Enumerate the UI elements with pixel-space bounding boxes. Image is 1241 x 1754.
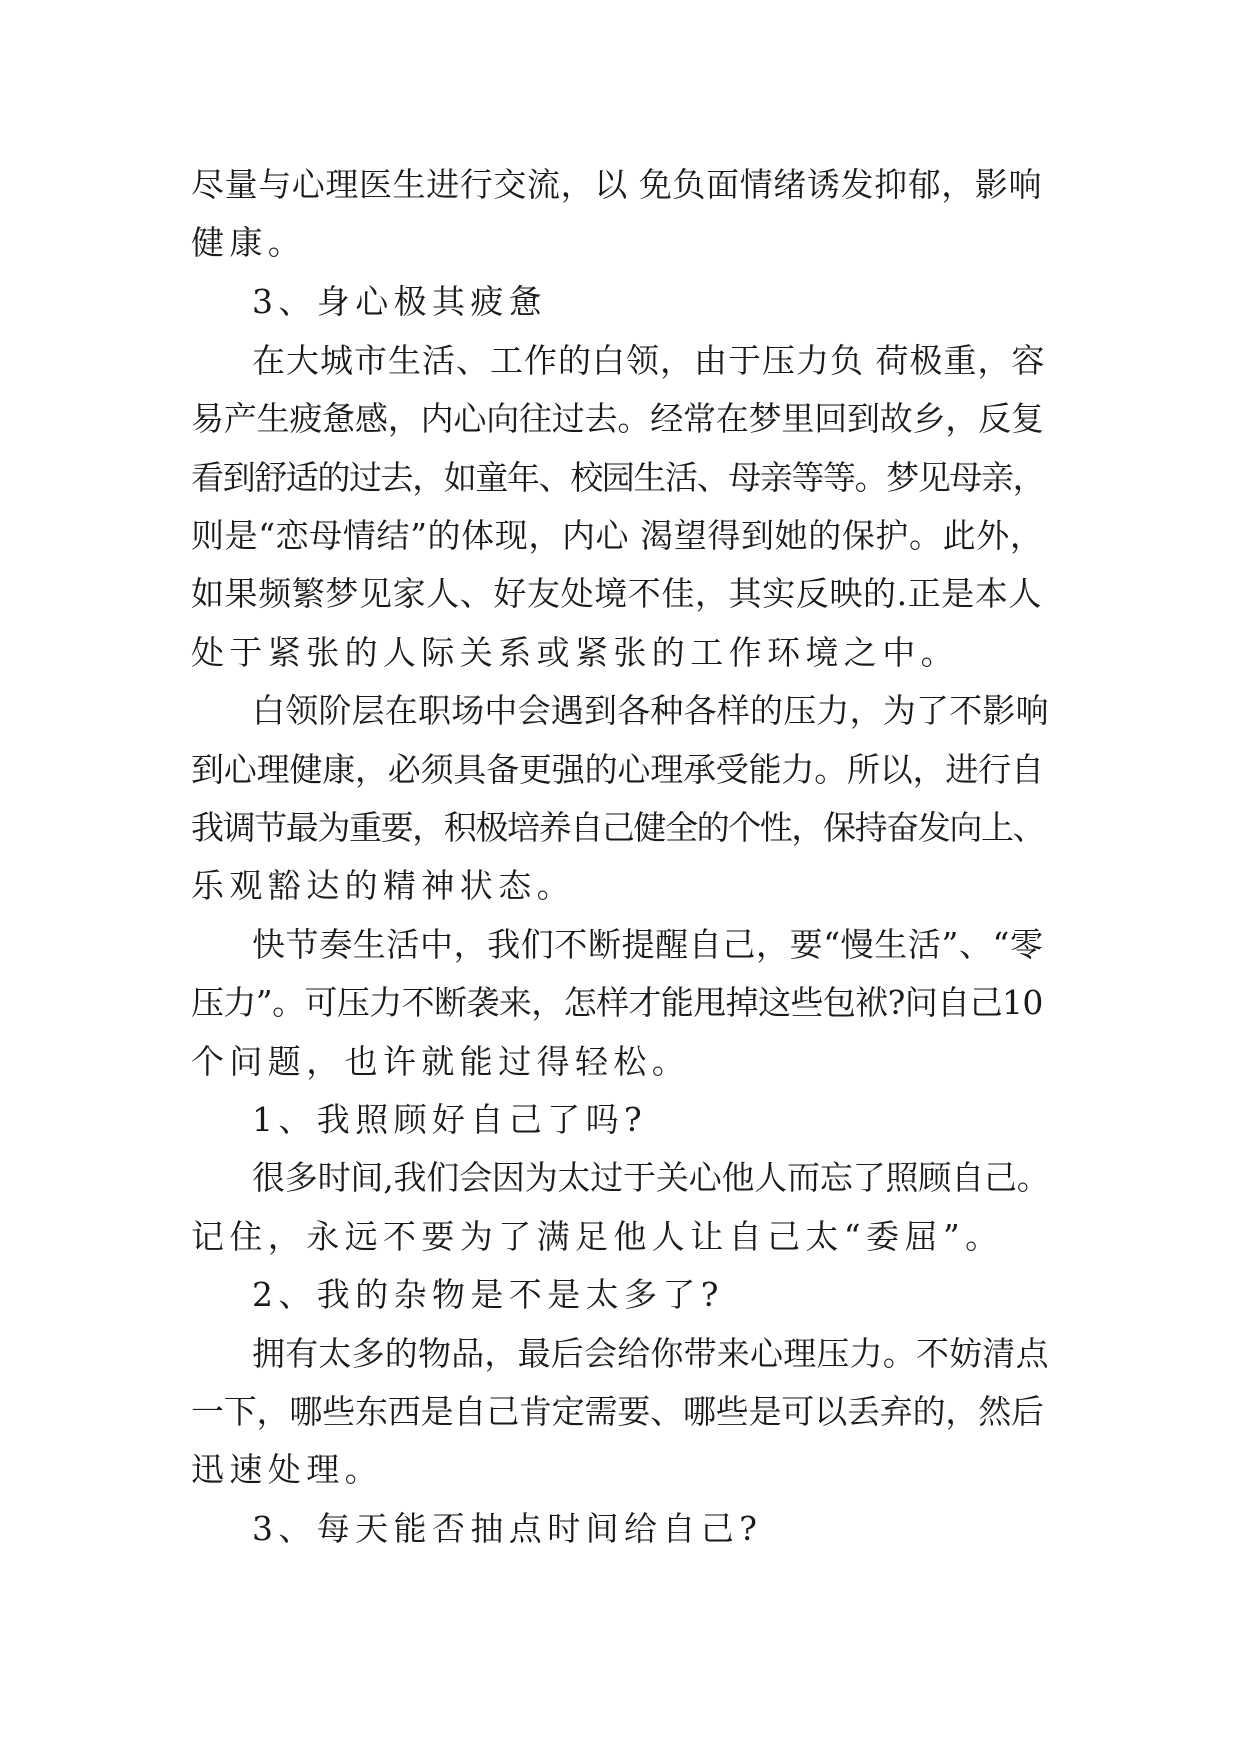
text-line: 健康。 xyxy=(191,223,307,262)
text-line: 快节奏生活中，我们不断提醒自己，要“慢生活”、“零 xyxy=(252,925,1044,964)
text-line: 乐观豁达的精神状态。 xyxy=(191,866,575,905)
text-line: 个问题，也许就能过得轻松。 xyxy=(191,1042,691,1081)
text-line: 迅速处理。 xyxy=(191,1450,383,1489)
text-line: 如果频繁梦见家人、好友处境不佳，其实反映的.正是本人 xyxy=(191,574,1043,613)
text-line: 拥有太多的物品，最后会给你带来心理压力。不妨清点 xyxy=(252,1334,1049,1373)
text-line: 白领阶层在职场中会遇到各种各样的压力，为了不影响 xyxy=(252,691,1049,730)
text-line: 看到舒适的过去，如童年、校园生活、母亲等等。梦见母亲， xyxy=(191,458,1045,497)
text-line: 易产生疲惫感，内心向往过去。经常在梦里回到故乡，反复 xyxy=(191,399,1044,438)
text-line: 则是“恋母情结”的体现，内心 渴望得到她的保护。此外， xyxy=(191,516,1044,555)
section-heading: 3、身心极其疲惫 xyxy=(252,282,548,321)
text-line: 一下，哪些东西是自己肯定需要、哪些是可以丢弃的，然后 xyxy=(191,1392,1044,1431)
text-line: 我调节最为重要，积极培养自己健全的个性，保持奋发向上、 xyxy=(191,808,1045,847)
section-heading: 3、每天能否抽点时间给自己? xyxy=(252,1509,763,1548)
text-line: 压力”。可压力不断袭来，怎样才能甩掉这些包袱?问自己10 xyxy=(191,983,1043,1022)
section-heading: 1、我照顾好自己了吗? xyxy=(252,1100,648,1139)
text-line: 很多时间,我们会因为太过于关心他人而忘了照顾自己。 xyxy=(252,1158,1050,1197)
text-line: 处于紧张的人际关系或紧张的工作环境之中。 xyxy=(191,633,959,672)
text-line: 记住，永远不要为了满足他人让自己太“委屈”。 xyxy=(191,1217,1004,1256)
text-line: 尽量与心理医生进行交流，以 免负面情绪诱发抑郁，影响 xyxy=(191,165,1043,204)
text-line: 在大城市生活、工作的白领，由于压力负 荷极重，容 xyxy=(252,341,1046,380)
text-line: 到心理健康，必须具备更强的心理承受能力。所以，进行自 xyxy=(191,750,1044,789)
section-heading: 2、我的杂物是不是太多了? xyxy=(252,1275,724,1314)
